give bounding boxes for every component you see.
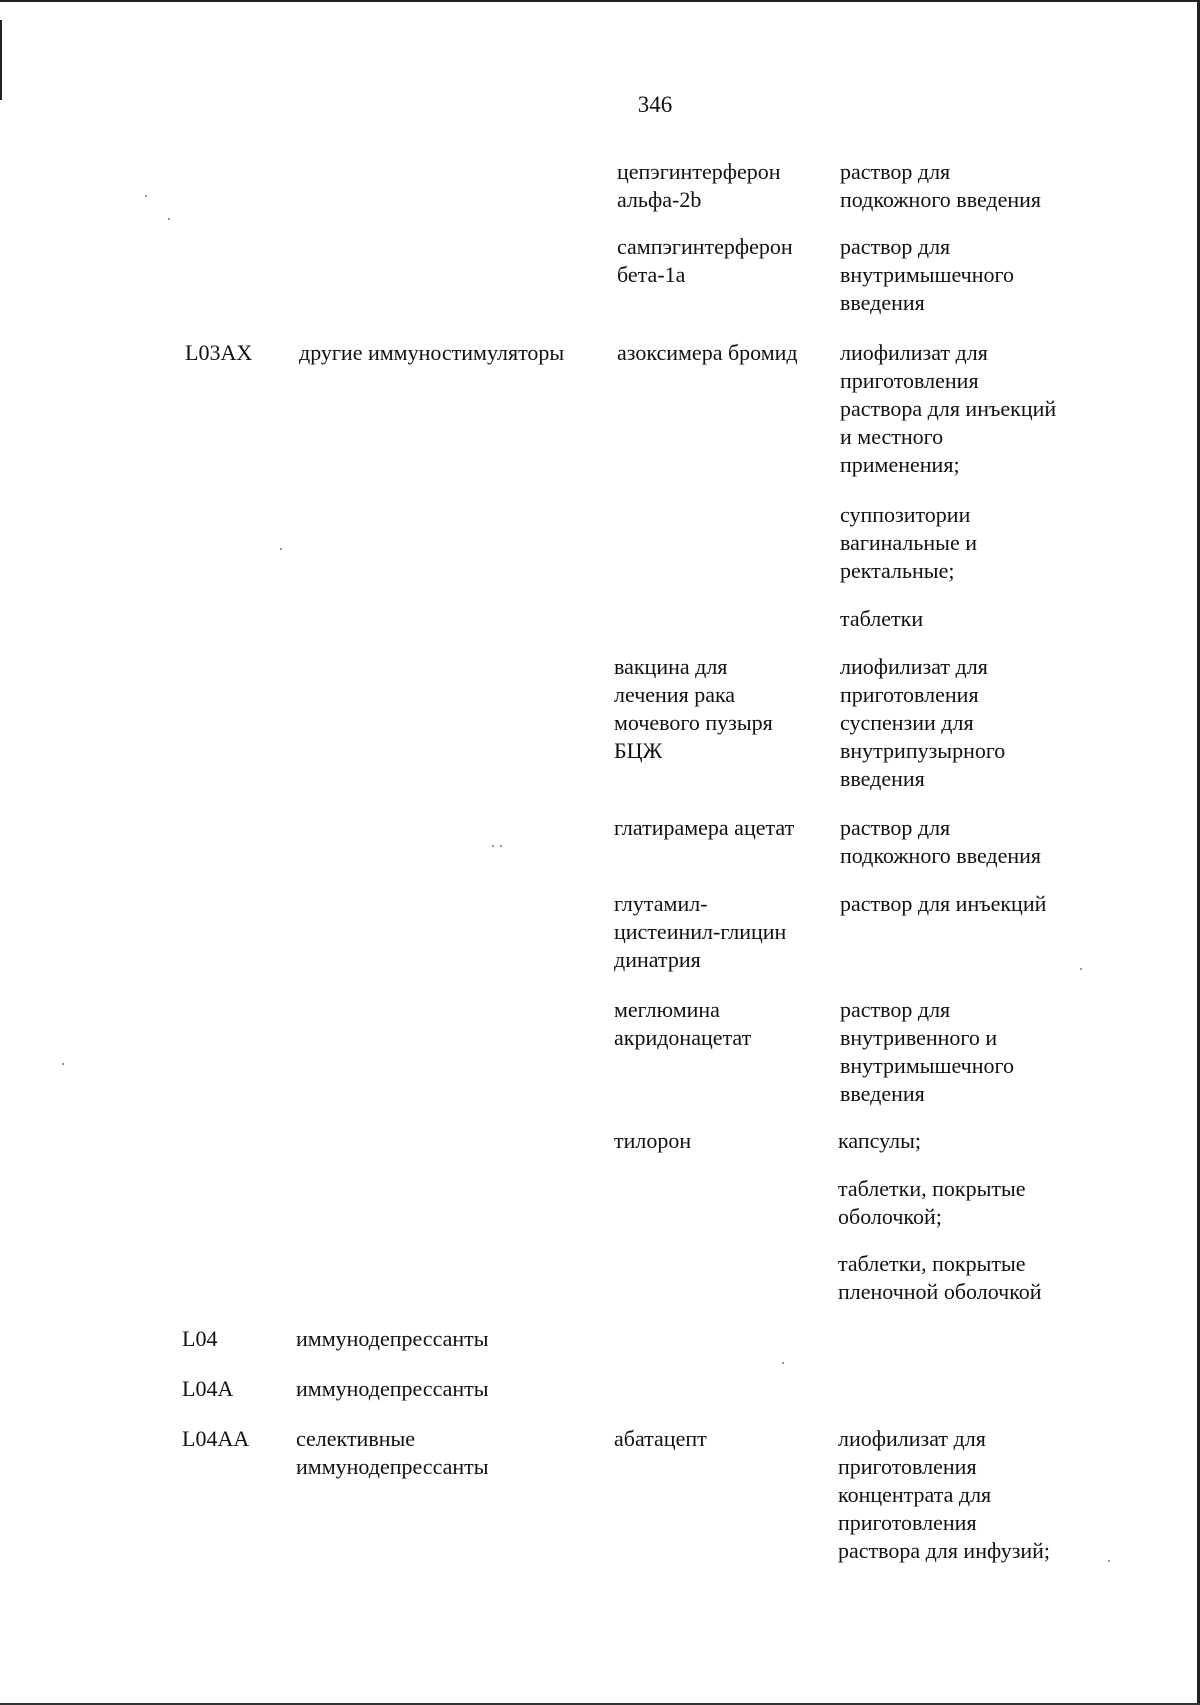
page-number: 346 bbox=[637, 92, 673, 117]
scan-speck bbox=[500, 845, 502, 847]
scan-speck bbox=[492, 845, 494, 847]
atc-group-name: иммунодепрессанты bbox=[296, 1376, 489, 1401]
atc-group-name: селективные иммунодепрессанты bbox=[296, 1426, 489, 1479]
substance-name: вакцина для лечения рака мочевого пузыря БЦЖ bbox=[614, 654, 773, 763]
atc-code: L04A bbox=[182, 1376, 234, 1401]
scan-speck bbox=[1108, 1560, 1110, 1562]
substance-name: глатирамера ацетат bbox=[614, 815, 795, 840]
substance-name: глутамил- цистеинил-глицин динатрия bbox=[614, 891, 787, 972]
atc-code: L04AA bbox=[182, 1426, 250, 1451]
scan-speck bbox=[1080, 968, 1082, 970]
dosage-form: раствор для подкожного введения bbox=[840, 159, 1042, 212]
scan-speck bbox=[782, 1362, 784, 1364]
dosage-form: лиофилизат для приготовления раствора для инъекций и местного применения; bbox=[840, 340, 1057, 477]
dosage-form: таблетки, покрытые пленочной оболочкой bbox=[838, 1251, 1042, 1304]
dosage-form: лиофилизат для приготовления суспензии для внутрипузырного введения bbox=[840, 654, 1006, 791]
atc-code: L03AX bbox=[185, 340, 253, 365]
dosage-form: раствор для внутривенного и внутримышечного введения bbox=[840, 997, 1014, 1106]
dosage-form: раствор для инъекций bbox=[840, 891, 1047, 916]
dosage-form: раствор для подкожного введения bbox=[840, 815, 1042, 868]
atc-code: L04 bbox=[182, 1326, 218, 1351]
dosage-form: суппозитории вагинальные и ректальные; bbox=[840, 502, 977, 583]
substance-name: сампэгинтерферон бета-1а bbox=[617, 234, 793, 287]
scan-edge-left bbox=[0, 20, 2, 100]
scan-speck bbox=[168, 218, 170, 220]
dosage-form: раствор для внутримышечного введения bbox=[840, 234, 1014, 315]
dosage-form: лиофилизат для приготовления концентрата для приготовления раствора для инфузий; bbox=[838, 1426, 1051, 1563]
scan-speck bbox=[62, 1063, 64, 1065]
substance-name: цепэгинтерферон альфа-2b bbox=[617, 159, 781, 212]
atc-group-name: другие иммуностимуляторы bbox=[299, 340, 565, 365]
scan-speck bbox=[280, 548, 282, 550]
substance-name: абатацепт bbox=[614, 1426, 707, 1451]
dosage-form: капсулы; bbox=[838, 1128, 921, 1153]
substance-name: азоксимера бромид bbox=[617, 340, 798, 365]
scan-edge-top bbox=[0, 0, 1200, 2]
substance-name: меглюмина акридонацетат bbox=[614, 997, 752, 1050]
atc-group-name: иммунодепрессанты bbox=[296, 1326, 489, 1351]
dosage-form: таблетки bbox=[840, 606, 924, 631]
dosage-form: таблетки, покрытые оболочкой; bbox=[838, 1176, 1026, 1229]
scan-speck bbox=[145, 195, 147, 197]
substance-name: тилорон bbox=[614, 1128, 692, 1153]
